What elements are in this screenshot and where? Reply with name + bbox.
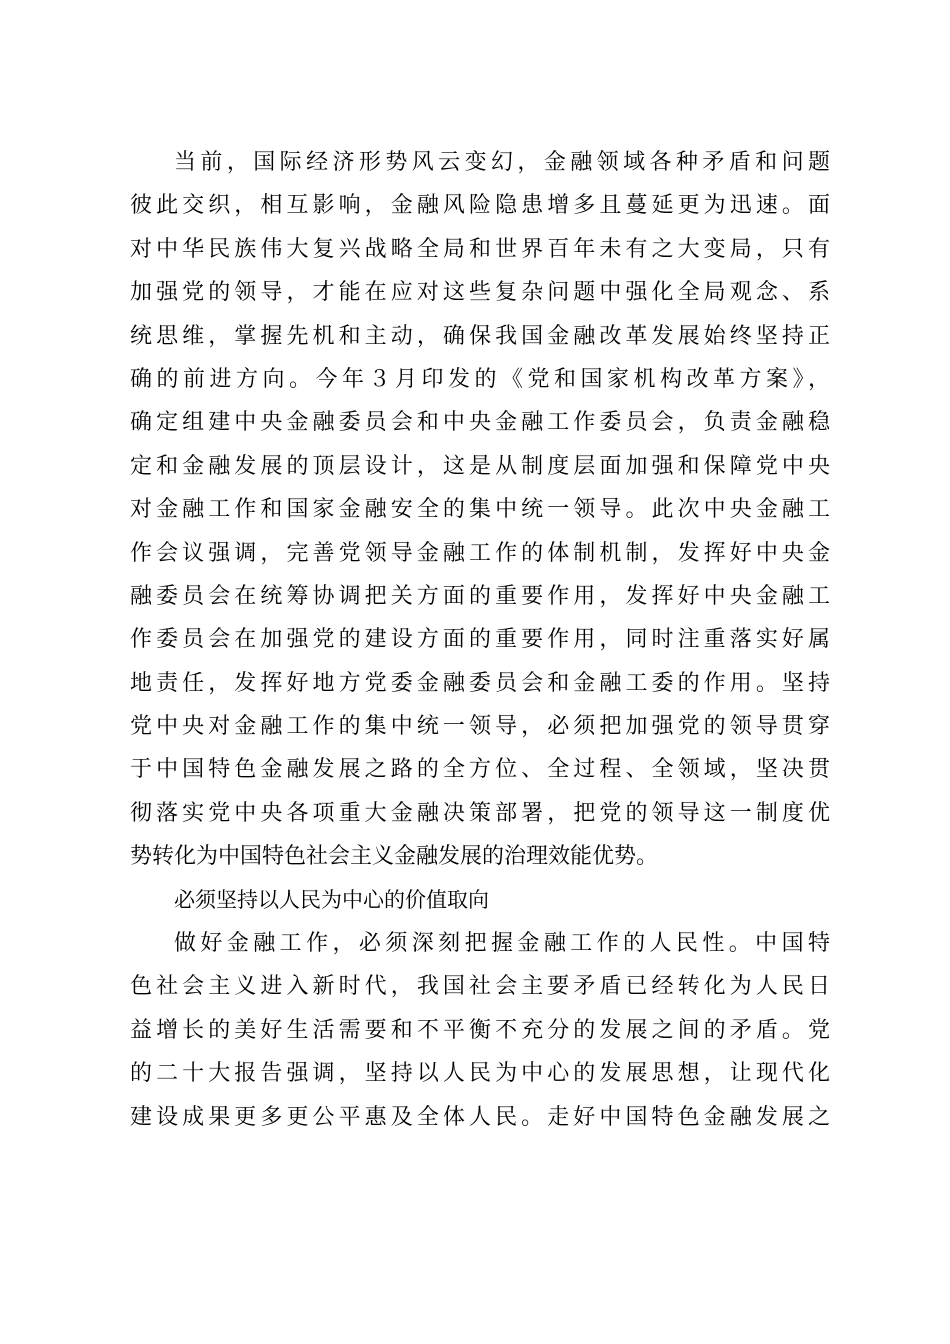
paragraph-line: 作委员会在加强党的建设方面的重要作用，同时注重落实好属 [130, 627, 830, 653]
paragraph-line: 定和金融发展的顶层设计，这是从制度层面加强和保障党中央 [130, 453, 830, 479]
paragraph-line: 于中国特色金融发展之路的全方位、全过程、全领域，坚决贯 [130, 757, 830, 783]
paragraph-line: 确定组建中央金融委员会和中央金融工作委员会，负责金融稳 [130, 410, 830, 436]
paragraph-line: 势转化为中国特色社会主义金融发展的治理效能优势。 [130, 844, 659, 870]
paragraph-line: 对中华民族伟大复兴战略全局和世界百年未有之大变局，只有 [130, 236, 830, 262]
paragraph-line: 彻落实党中央各项重大金融决策部署，把党的领导这一制度优 [130, 800, 830, 826]
paragraph-line: 地责任，发挥好地方党委金融委员会和金融工委的作用。坚持 [130, 670, 830, 696]
paragraph-line: 作会议强调，完善党领导金融工作的体制机制，发挥好中央金 [130, 540, 830, 566]
paragraph-line: 益增长的美好生活需要和不平衡不充分的发展之间的矛盾。党 [130, 1017, 830, 1043]
paragraph-2 [130, 922, 830, 1139]
paragraph-line: 确的前进方向。今年３月印发的《党和国家机构改革方案》， [130, 366, 830, 392]
document-body [130, 141, 830, 1139]
paragraph-1 [130, 141, 830, 879]
paragraph-line: 建设成果更多更公平惠及全体人民。走好中国特色金融发展之 [130, 1104, 830, 1130]
paragraph-line: 党中央对金融工作的集中统一领导，必须把加强党的领导贯穿 [130, 714, 830, 740]
paragraph-line: 的二十大报告强调，坚持以人民为中心的发展思想，让现代化 [130, 1061, 830, 1087]
paragraph-line: 做好金融工作，必须深刻把握金融工作的人民性。中国特 [174, 931, 830, 957]
paragraph-line: 当前，国际经济形势风云变幻，金融领域各种矛盾和问题 [174, 150, 830, 175]
paragraph-line: 彼此交织，相互影响，金融风险隐患增多且蔓延更为迅速。面 [130, 193, 830, 219]
paragraph-line: 加强党的领导，才能在应对这些复杂问题中强化全局观念、系 [130, 280, 830, 306]
paragraph-line: 融委员会在统筹协调把关方面的重要作用，发挥好中央金融工 [130, 583, 830, 609]
paragraph-line: 统思维，掌握先机和主动，确保我国金融改革发展始终坚持正 [130, 323, 830, 349]
paragraph-line: 对金融工作和国家金融安全的集中统一领导。此次中央金融工 [130, 497, 830, 523]
section-heading: 必须坚持以人民为中心的价值取向 [174, 887, 489, 912]
paragraph-line: 色社会主义进入新时代，我国社会主要矛盾已经转化为人民日 [130, 974, 830, 1000]
